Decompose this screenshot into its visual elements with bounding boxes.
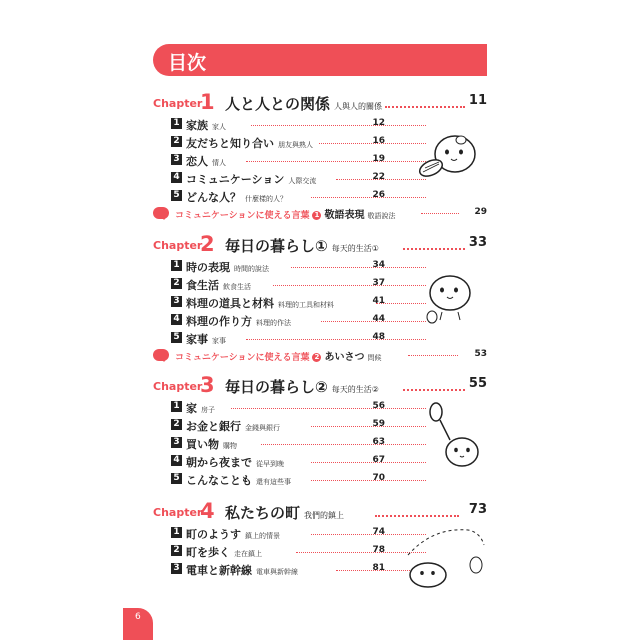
item-number: 2 bbox=[171, 545, 182, 556]
chapter-1 bbox=[153, 90, 487, 221]
speech-bubble-icon bbox=[153, 207, 169, 219]
leader-dots bbox=[246, 339, 426, 340]
leader-dots bbox=[311, 462, 426, 463]
toc-header bbox=[153, 44, 487, 76]
item-page: 48 bbox=[372, 332, 385, 342]
item-page: 26 bbox=[372, 190, 385, 200]
item-number: 1 bbox=[171, 527, 182, 538]
item-number: 1 bbox=[171, 401, 182, 412]
chapter-subtitle: 人與人的關係 bbox=[334, 102, 383, 111]
leader-dots bbox=[385, 106, 465, 108]
chapter-page: 33 bbox=[468, 235, 487, 250]
item-page: 56 bbox=[372, 401, 385, 411]
item-number: 5 bbox=[171, 473, 182, 484]
leader-dots bbox=[231, 408, 426, 409]
item-page: 16 bbox=[372, 136, 385, 146]
speech-bubble-icon bbox=[153, 349, 169, 361]
chapter-page: 73 bbox=[468, 502, 487, 517]
item-page: 70 bbox=[372, 473, 385, 483]
item-page: 29 bbox=[474, 207, 487, 217]
chapter-title: 毎日の暮らし② 每天的生活② bbox=[225, 378, 379, 396]
item-number: 5 bbox=[171, 190, 182, 201]
chapter-label: Chapter bbox=[153, 380, 203, 393]
chapter-heading[interactable] bbox=[153, 90, 487, 117]
item-title: どんな人？ 什麼樣的人？ bbox=[186, 191, 287, 204]
chapter-label: Chapter bbox=[153, 97, 203, 110]
item-number: 3 bbox=[171, 154, 182, 165]
page-number: 6 bbox=[135, 612, 141, 622]
item-page: 78 bbox=[372, 545, 385, 555]
item-page: 74 bbox=[372, 527, 385, 537]
item-page: 63 bbox=[372, 437, 385, 447]
leader-dots bbox=[311, 426, 426, 427]
item-title: 家族 家人 bbox=[186, 119, 226, 132]
leader-dots bbox=[403, 248, 465, 250]
leader-dots bbox=[246, 161, 426, 162]
item-title: こんなことも 還有這些事 bbox=[186, 474, 291, 487]
chapter-number: 1 bbox=[200, 90, 215, 114]
item-title: 町のようす 鎮上的情景 bbox=[186, 528, 280, 541]
chapter-4 bbox=[153, 499, 487, 577]
item-title: 料理の道具と材料 料理的工具和材料 bbox=[186, 297, 334, 310]
item-title: 買い物 購物 bbox=[186, 438, 237, 451]
leader-dots bbox=[261, 444, 426, 445]
item-number: 3 bbox=[171, 437, 182, 448]
item-number: 3 bbox=[171, 563, 182, 574]
page-number-tab bbox=[123, 608, 153, 640]
hamster-with-racket-icon bbox=[428, 402, 483, 474]
item-title: 友だちと知り合い 朋友與熟人 bbox=[186, 137, 313, 150]
item-page: 81 bbox=[372, 563, 385, 573]
item-page: 41 bbox=[372, 296, 385, 306]
item-page: 37 bbox=[372, 278, 385, 288]
chapter-title: 人と人との関係 人與人的關係 bbox=[225, 95, 383, 113]
comm-label: コミュニケーションに使える言葉 1 敬語表現 敬語說法 bbox=[175, 210, 396, 221]
item-title: 町を歩く 走在鎮上 bbox=[186, 546, 262, 559]
leader-dots bbox=[251, 125, 426, 126]
chapter-heading[interactable] bbox=[153, 232, 487, 259]
communication-item[interactable] bbox=[153, 347, 487, 362]
chapter-number: 3 bbox=[200, 373, 215, 397]
leader-dots bbox=[403, 389, 465, 391]
item-number: 3 bbox=[171, 296, 182, 307]
item-title: 食生活 飲食生活 bbox=[186, 279, 251, 292]
item-title: お金と銀行 金錢與銀行 bbox=[186, 420, 280, 433]
list-item[interactable] bbox=[171, 189, 487, 204]
chapter-number: 4 bbox=[200, 499, 215, 523]
item-number: 5 bbox=[171, 332, 182, 343]
item-page: 34 bbox=[372, 260, 385, 270]
chapter-label: Chapter bbox=[153, 506, 203, 519]
chapter-heading[interactable] bbox=[153, 373, 487, 400]
chapter-page: 55 bbox=[468, 376, 487, 391]
chapter-page: 11 bbox=[468, 93, 487, 108]
item-number: 4 bbox=[171, 172, 182, 183]
chapter-subtitle: 每天的生活① bbox=[331, 244, 379, 253]
item-title: 恋人 情人 bbox=[186, 155, 226, 168]
chapter-2 bbox=[153, 232, 487, 363]
item-page: 19 bbox=[372, 154, 385, 164]
item-page: 12 bbox=[372, 118, 385, 128]
item-page: 53 bbox=[474, 349, 487, 359]
leader-dots bbox=[408, 355, 458, 356]
toc-page bbox=[123, 0, 517, 640]
item-number: 4 bbox=[171, 455, 182, 466]
item-title: 家房子 bbox=[186, 402, 215, 415]
hamster-jumping-icon bbox=[398, 525, 488, 595]
page-title: 目次 bbox=[168, 52, 207, 74]
hamster-with-seed-icon bbox=[413, 128, 483, 188]
item-title: 時の表現 時間的說法 bbox=[186, 261, 269, 274]
item-number: 1 bbox=[171, 260, 182, 271]
comm-badge: 2 bbox=[312, 353, 321, 362]
list-item[interactable] bbox=[171, 472, 487, 487]
item-title: 料理の作り方 料理的作法 bbox=[186, 315, 291, 328]
hamster-walking-icon bbox=[418, 268, 478, 328]
leader-dots bbox=[375, 515, 459, 517]
chapter-title: 毎日の暮らし① 每天的生活① bbox=[225, 237, 379, 255]
leader-dots bbox=[421, 213, 459, 214]
chapter-title: 私たちの町 我們的鎮上 bbox=[225, 504, 345, 522]
item-number: 2 bbox=[171, 419, 182, 430]
leader-dots bbox=[291, 267, 426, 268]
item-page: 59 bbox=[372, 419, 385, 429]
leader-dots bbox=[311, 480, 426, 481]
item-title: 電車と新幹線 電車與新幹線 bbox=[186, 564, 298, 577]
comm-label: コミュニケーションに使える言葉 2 あいさつ 問候 bbox=[175, 352, 382, 363]
communication-item[interactable] bbox=[153, 205, 487, 220]
chapter-heading[interactable] bbox=[153, 499, 487, 526]
chapter-subtitle: 我們的鎮上 bbox=[304, 511, 345, 520]
leader-dots bbox=[311, 197, 426, 198]
item-page: 22 bbox=[372, 172, 385, 182]
item-title: 朝から夜まで 從早到晚 bbox=[186, 456, 284, 469]
item-number: 2 bbox=[171, 278, 182, 289]
chapter-3 bbox=[153, 373, 487, 487]
item-page: 67 bbox=[372, 455, 385, 465]
item-title: コミュニケーション 人際交流 bbox=[186, 173, 317, 186]
chapter-number: 2 bbox=[200, 232, 215, 256]
item-number: 4 bbox=[171, 314, 182, 325]
list-item[interactable] bbox=[171, 331, 487, 346]
item-number: 2 bbox=[171, 136, 182, 147]
item-page: 44 bbox=[372, 314, 385, 324]
item-number: 1 bbox=[171, 118, 182, 129]
chapter-subtitle: 每天的生活② bbox=[331, 385, 379, 394]
chapter-label: Chapter bbox=[153, 239, 203, 252]
comm-badge: 1 bbox=[312, 211, 321, 220]
leader-dots bbox=[273, 285, 426, 286]
item-title: 家事 家事 bbox=[186, 333, 226, 346]
